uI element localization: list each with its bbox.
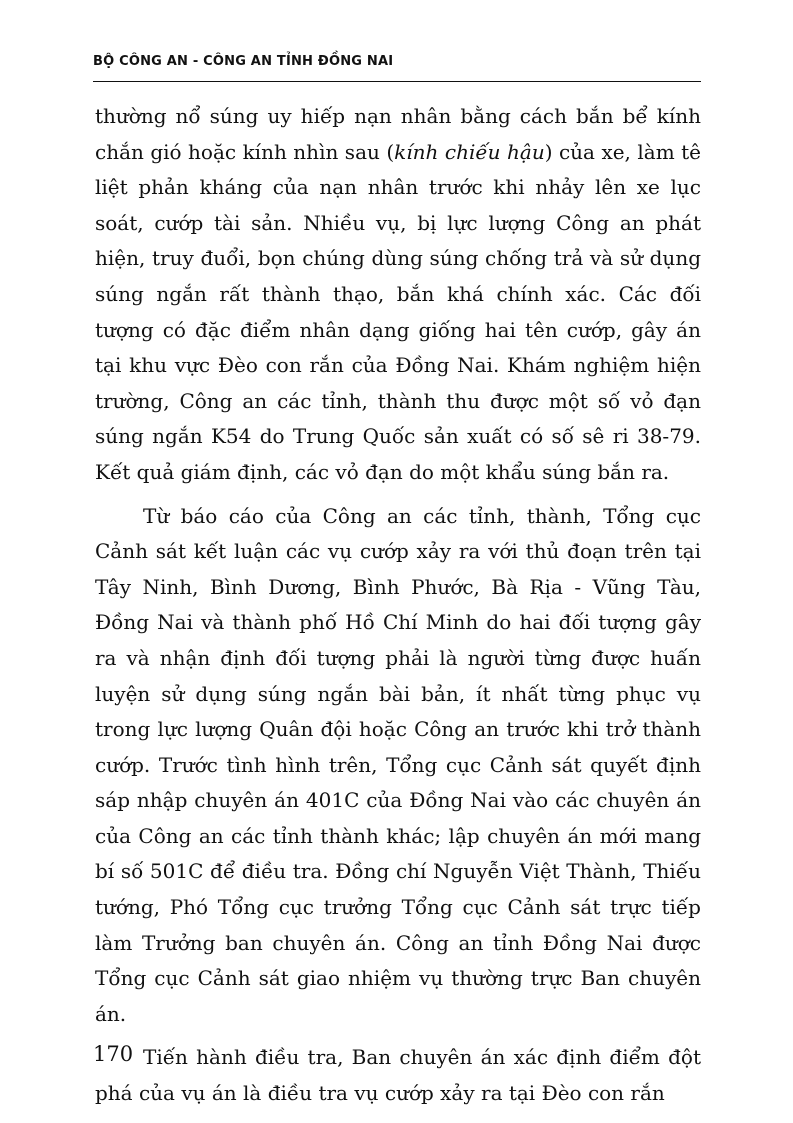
body-text (95, 99, 701, 1112)
paragraph-1-text-end: ) của xe, làm tê liệt phản kháng của nạn nhân trước khi nhảy lên xe lục soát, cướp tài sản. Nhiều vụ, bị lực lượng Công an phát hiện, truy đuổi, bọn chúng dùng súng chống trả và sử dụng súng ngắn rất thành thạo, bắn khá chính xác. Các đối tượng có đặc điểm nhân dạng giống hai tên cướp, gây án tại khu vực Đèo con rắn của Đồng Nai. Khám nghiệm hiện trường, Công an các tỉnh, thành thu được một số vỏ đạn súng ngắn K54 do Trung Quốc sản xuất có số sê ri 38-79. Kết quả giám định, các vỏ đạn do một khẩu súng bắn ra. (95, 139, 701, 484)
paragraph-2: Từ báo cáo của Công an các tỉnh, thành, Tổng cục Cảnh sát kết luận các vụ cướp xảy ra với thủ đoạn trên tại Tây Ninh, Bình Dương, Bình Phước, Bà Rịa - Vũng Tàu, Đồng Nai và thành phố Hồ Chí Minh do hai đối tượng gây ra và nhận định đối tượng phải là người từng được huấn luyện sử dụng súng ngắn bài bản, ít nhất từng phục vụ trong lực lượng Quân đội hoặc Công an trước khi trở thành cướp. Trước tình hình trên, Tổng cục Cảnh sát quyết định sáp nhập chuyên án 401C của Đồng Nai vào các chuyên án của Công an các tỉnh thành khác; lập chuyên án mới mang bí số 501C để điều tra. Đồng chí Nguyễn Việt Thành, Thiếu tướng, Phó Tổng cục trưởng Tổng cục Cảnh sát trực tiếp làm Trưởng ban chuyên án. Công an tỉnh Đồng Nai được Tổng cục Cảnh sát giao nhiệm vụ thường trực Ban chuyên án. (95, 503, 701, 1026)
paragraph-1 (95, 99, 701, 491)
paragraph-1-text-start: thường nổ súng uy hiếp nạn nhân bằng cách bắn bể kính chắn gió hoặc kính nhìn sau ( (95, 104, 701, 164)
header-rule (93, 81, 701, 82)
paragraph-1-italic-term: kính chiếu hậu (394, 139, 545, 164)
page-number: 170 (93, 1042, 134, 1066)
running-header: BỘ CÔNG AN - CÔNG AN TỈNH ĐỒNG NAI (93, 54, 394, 69)
paragraph-3: Tiến hành điều tra, Ban chuyên án xác định điểm đột phá của vụ án là điều tra vụ cướp xảy ra tại Đèo con rắn (95, 1045, 701, 1106)
